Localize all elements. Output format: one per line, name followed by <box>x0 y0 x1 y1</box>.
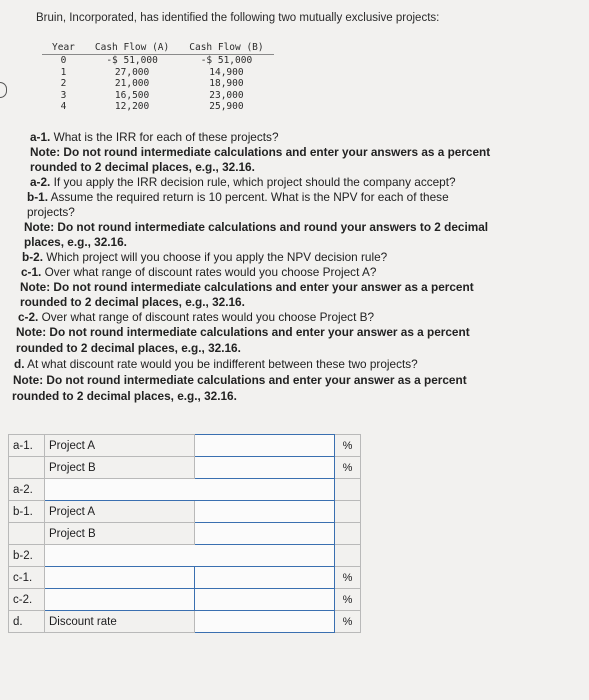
question-text: If you apply the IRR decision rule, which project should the company accept? <box>50 175 456 189</box>
note-a1-line2: rounded to 2 decimal places, e.g., 32.16. <box>30 160 255 174</box>
row-label-a1: a-1. <box>9 435 45 457</box>
answer-row-a1-project-b <box>9 457 361 479</box>
discount-rate-input[interactable] <box>195 611 335 633</box>
empty-cell <box>335 501 361 523</box>
answer-table <box>8 434 361 633</box>
question-label: c-1. <box>21 265 42 279</box>
col-year: Year <box>42 42 85 55</box>
row-label-b2: b-2. <box>9 545 45 567</box>
cash-a-cell: -$ 51,000 <box>106 55 158 66</box>
question-b2 <box>22 250 387 265</box>
note-c2-line1: Note: Do not round intermediate calculations and enter your answer as a percent <box>16 325 470 339</box>
question-text: Assume the required return is 10 percent. What is the NPV for each of these <box>47 190 449 204</box>
percent-unit: % <box>335 457 361 479</box>
npv-project-a-input[interactable] <box>195 501 335 523</box>
question-text: What is the IRR for each of these projects? <box>50 130 279 144</box>
row-label-c2: c-2. <box>9 589 45 611</box>
question-a2 <box>30 175 456 190</box>
cash-b-cell: 23,000 <box>209 89 244 101</box>
year-cell: 2 <box>60 78 67 89</box>
cash-b-cell: 18,900 <box>209 78 244 89</box>
question-b1-line1 <box>27 190 449 205</box>
project-a-label: Project A <box>45 435 195 457</box>
cash-b-cell: 25,900 <box>209 101 244 112</box>
answer-row-a2 <box>9 479 361 501</box>
question-label: a-2. <box>30 175 51 189</box>
question-text: Over what range of discount rates would you choose Project A? <box>41 265 377 279</box>
irr-project-a-input[interactable] <box>195 435 335 457</box>
question-label: d. <box>14 357 25 371</box>
table-row <box>42 55 274 67</box>
table-row <box>42 67 274 79</box>
range-a-select[interactable] <box>45 567 195 589</box>
question-text: At what discount rate would you be indifferent between these two projects? <box>24 357 418 371</box>
project-b-label: Project B <box>45 457 195 479</box>
answer-row-a1-project-a <box>9 435 361 457</box>
question-label: a-1. <box>30 130 51 144</box>
range-b-select[interactable] <box>45 589 195 611</box>
cash-b-cell: 14,900 <box>209 66 244 78</box>
table-row <box>42 90 274 102</box>
year-cell: 3 <box>60 89 67 101</box>
answer-row-d <box>9 611 361 633</box>
note-a1-line1: Note: Do not round intermediate calculations and enter your answers as a percent <box>30 145 491 159</box>
row-label-empty <box>9 523 45 545</box>
col-cash-flow-a: Cash Flow (A) <box>85 42 179 55</box>
empty-cell <box>335 523 361 545</box>
table-row <box>42 78 274 90</box>
question-label: c-2. <box>18 310 39 324</box>
note-d-line1: Note: Do not round intermediate calculations and enter your answer as a percent <box>13 373 467 387</box>
year-cell: 4 <box>60 101 67 112</box>
row-label-c1: c-1. <box>9 567 45 589</box>
empty-cell <box>335 545 361 567</box>
discount-rate-label: Discount rate <box>45 611 195 633</box>
irr-project-b-input[interactable] <box>195 457 335 479</box>
percent-unit: % <box>335 567 361 589</box>
cash-a-cell: 16,500 <box>114 89 150 101</box>
year-cell: 1 <box>60 66 67 78</box>
range-b-input[interactable] <box>195 589 335 611</box>
question-c2 <box>18 310 374 325</box>
answer-row-b1-project-a <box>9 501 361 523</box>
empty-cell <box>335 479 361 501</box>
page-edge-tab <box>0 82 7 98</box>
answer-row-c2 <box>9 589 361 611</box>
npv-decision-select[interactable] <box>45 545 335 567</box>
note-d-line2: rounded to 2 decimal places, e.g., 32.16. <box>12 389 237 403</box>
year-cell: 0 <box>60 55 67 66</box>
question-text: Which project will you choose if you apply the NPV decision rule? <box>42 250 388 264</box>
row-label-b1: b-1. <box>9 501 45 523</box>
irr-decision-select[interactable] <box>45 479 335 501</box>
cash-a-cell: 12,200 <box>114 101 150 112</box>
answer-row-b1-project-b <box>9 523 361 545</box>
answer-row-c1 <box>9 567 361 589</box>
percent-unit: % <box>335 435 361 457</box>
project-a-label: Project A <box>45 501 195 523</box>
note-c1-line1: Note: Do not round intermediate calculations and enter your answer as a percent <box>20 280 474 294</box>
question-b1-line2: projects? <box>27 205 75 219</box>
note-b1-line1: Note: Do not round intermediate calculations and round your answers to 2 decimal <box>24 220 489 234</box>
cash-a-cell: 21,000 <box>114 78 150 89</box>
note-b1-line2: places, e.g., 32.16. <box>24 235 127 249</box>
percent-unit: % <box>335 589 361 611</box>
question-d <box>14 357 418 372</box>
table-row <box>42 101 274 113</box>
note-c1-line2: rounded to 2 decimal places, e.g., 32.16. <box>20 295 245 309</box>
row-label-d: d. <box>9 611 45 633</box>
row-label-a2: a-2. <box>9 479 45 501</box>
question-text: Over what range of discount rates would you choose Project B? <box>38 310 375 324</box>
col-cash-flow-b: Cash Flow (B) <box>179 42 273 55</box>
note-c2-line2: rounded to 2 decimal places, e.g., 32.16. <box>16 341 241 355</box>
question-label: b-2. <box>22 250 43 264</box>
question-c1 <box>21 265 376 280</box>
question-label: b-1. <box>27 190 48 204</box>
cash-flow-table <box>42 42 274 113</box>
answer-row-b2 <box>9 545 361 567</box>
cash-b-cell: -$ 51,000 <box>200 55 253 66</box>
range-a-input[interactable] <box>195 567 335 589</box>
cash-a-cell: 27,000 <box>114 66 150 78</box>
percent-unit: % <box>335 611 361 633</box>
intro-text: Bruin, Incorporated, has identified the following two mutually exclusive projects: <box>36 12 440 24</box>
project-b-label: Project B <box>45 523 195 545</box>
question-a1 <box>30 130 279 145</box>
npv-project-b-input[interactable] <box>195 523 335 545</box>
row-label-empty <box>9 457 45 479</box>
